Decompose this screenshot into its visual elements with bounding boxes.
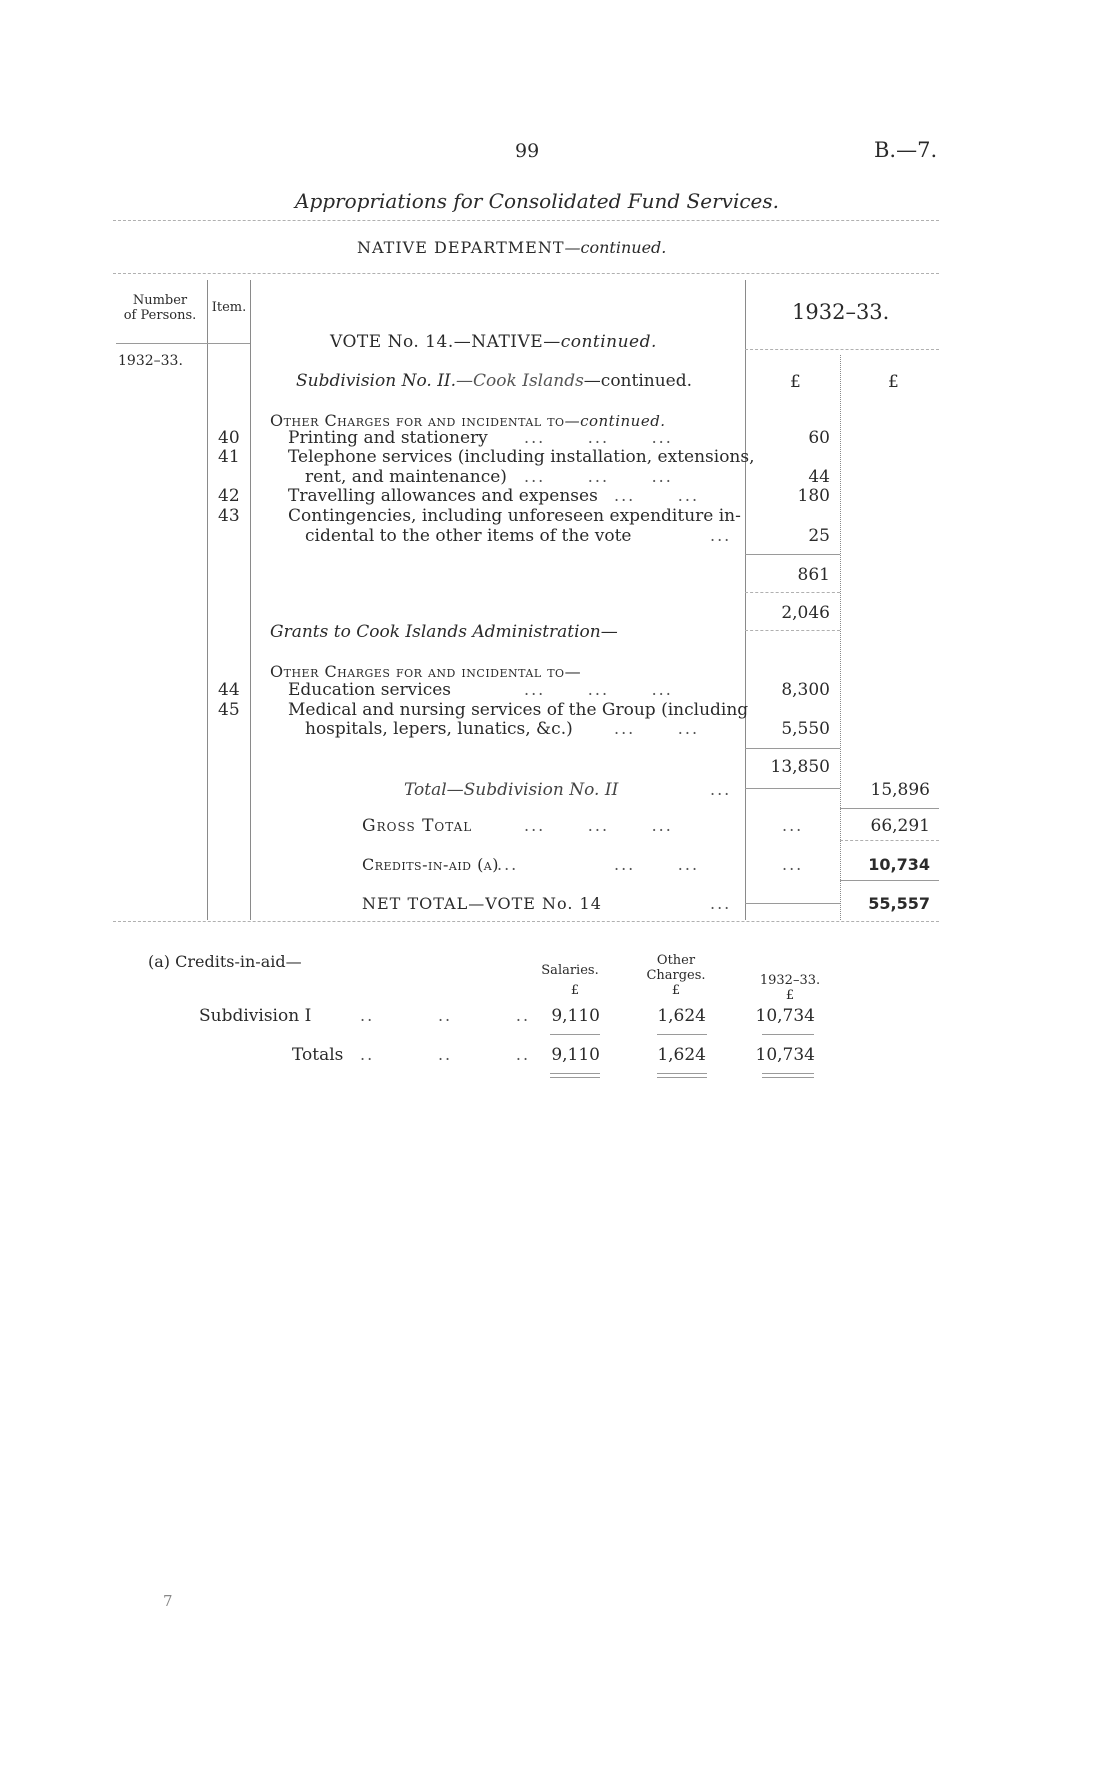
other-charges-heading-text: Other Charges for and incidental to [270, 411, 565, 430]
running-total-rule [745, 630, 840, 631]
leader-dots: ... [710, 894, 732, 913]
item-description: Education services [288, 680, 452, 700]
subdivision-number: Subdivision No. II. [296, 371, 457, 391]
department-name: NATIVE DEPARTMENT [357, 238, 565, 257]
item-amount: 8,300 [781, 680, 830, 700]
footnote-pound: £ [671, 983, 681, 998]
vote-title [330, 332, 657, 352]
amount-left-rule [745, 280, 746, 920]
persons-column-header [116, 293, 204, 323]
department-heading [357, 238, 666, 257]
footnote-rule [762, 1034, 814, 1035]
subdivision-total-label: Total—Subdivision No. II [404, 780, 619, 800]
footnote-year-total: 10,734 [755, 1045, 815, 1065]
grants-subtotal: 13,850 [770, 757, 830, 777]
grants-charges-heading: Other Charges for and incidental to— [270, 662, 582, 681]
item-amount: 180 [797, 486, 830, 506]
page-number: 99 [515, 140, 540, 162]
title-rule [113, 220, 939, 221]
item-number: 45 [218, 700, 240, 720]
item-column-header: Item. [211, 300, 247, 315]
leader-dots: ... ... [614, 486, 700, 505]
footnote-rule [657, 1034, 707, 1035]
header-rule-left [116, 343, 250, 344]
footnote-totals-label: Totals [292, 1045, 344, 1065]
subtotal-rule [745, 748, 840, 749]
subdivision-heading [296, 371, 692, 391]
department-rule [113, 273, 939, 274]
item-amount: 44 [808, 467, 830, 487]
subdivision-name: —Cook Islands [456, 371, 584, 391]
leader-dots: .. .. .. [360, 1006, 531, 1025]
credits-in-aid-label: Credits-in-aid (a) [362, 855, 499, 874]
running-total: 2,046 [781, 603, 830, 623]
item-number: 41 [218, 447, 240, 467]
vote-title-main: VOTE No. 14.—NATIVE [330, 332, 544, 352]
item-number: 44 [218, 680, 240, 700]
gross-total-amount: 66,291 [870, 816, 930, 836]
footnote-other-header [636, 953, 716, 983]
page-reference: B.—7. [874, 138, 938, 162]
leader-dots: ... ... ... [524, 680, 673, 699]
footnote-pound: £ [570, 983, 580, 998]
item-number: 40 [218, 428, 240, 448]
net-total-amount: 55,557 [868, 894, 930, 913]
subtotal-rule [745, 554, 840, 555]
pound-sign-col1: £ [790, 372, 801, 392]
persons-year-label: 1932–33. [118, 353, 183, 369]
net-total-label: NET TOTAL—VOTE No. 14 [362, 894, 602, 913]
page-title: Appropriations for Consolidated Fund Services. [295, 189, 780, 213]
empty-amount-dots: ... [782, 816, 804, 835]
footnote-double-rule [550, 1073, 600, 1078]
pound-sign-col2: £ [888, 372, 899, 392]
section-subtotal: 861 [797, 565, 830, 585]
vote-title-suffix: —continued. [543, 332, 657, 352]
credits-in-aid-amount: 10,734 [868, 855, 930, 874]
footnote-rule [550, 1034, 600, 1035]
footnote-pound: £ [785, 988, 795, 1003]
leader-dots: .. .. .. [360, 1045, 531, 1064]
footnote-other-value: 1,624 [657, 1006, 706, 1026]
corner-mark: 7 [163, 1592, 173, 1610]
item-description: Printing and stationery [288, 428, 488, 448]
item-description: Medical and nursing services of the Group (including [288, 700, 749, 720]
total-rule [840, 880, 939, 881]
grants-heading: Grants to Cook Islands Administration— [270, 622, 618, 642]
footnote-other-header-line2: Charges. [646, 968, 706, 983]
footnote-label: (a) Credits-in-aid— [148, 952, 302, 971]
footnote-other-total: 1,624 [657, 1045, 706, 1065]
footnote-year-header: 1932–33. [759, 973, 821, 988]
leader-dots: ... [710, 780, 732, 799]
persons-header-line1: Number [132, 293, 188, 308]
other-charges-heading-suffix: —continued. [564, 412, 666, 430]
leader-dots: ... ... ... [524, 428, 673, 447]
footnote-other-header-line1: Other [656, 953, 696, 968]
table-bottom-rule [113, 921, 939, 922]
leader-dots: ... ... [614, 855, 700, 874]
item-column-rule [250, 280, 251, 920]
item-amount: 60 [808, 428, 830, 448]
footnote-salaries-value: 9,110 [551, 1006, 600, 1026]
leader-dots: ... [710, 526, 732, 545]
item-description: Contingencies, including unforeseen expenditure in- [288, 506, 741, 526]
footnote-salaries-header: Salaries. [541, 963, 599, 978]
item-amount: 5,550 [781, 719, 830, 739]
total-rule [840, 840, 939, 841]
item-amount: 25 [808, 526, 830, 546]
subdivision-total-amount: 15,896 [870, 780, 930, 800]
item-description-continued: cidental to the other items of the vote [305, 526, 632, 546]
item-description: Travelling allowances and expenses [288, 486, 598, 506]
footnote-year-value: 10,734 [755, 1006, 815, 1026]
item-description-continued: hospitals, lepers, lunatics, &c.) [305, 719, 573, 739]
subdivision-suffix: —continued. [583, 371, 693, 391]
year-header-rule [745, 349, 939, 350]
persons-column-rule [207, 280, 208, 920]
item-number: 42 [218, 486, 240, 506]
gross-total-label: Gross Total [362, 816, 473, 836]
department-suffix: —continued. [564, 238, 667, 257]
persons-header-line2: of Persons. [123, 308, 197, 323]
subtotal-rule [745, 592, 840, 593]
item-description-continued: rent, and maintenance) [305, 467, 507, 487]
footnote-row-label: Subdivision I [199, 1006, 312, 1026]
footnote-salaries-total: 9,110 [551, 1045, 600, 1065]
empty-amount-dots: ... [782, 855, 804, 874]
leader-dots: ... [497, 855, 519, 874]
total-rule [840, 808, 939, 809]
subtotal-rule [745, 788, 840, 789]
item-description: Telephone services (including installation, extensions, [288, 447, 755, 467]
empty-amount-rule [745, 903, 840, 904]
item-number: 43 [218, 506, 240, 526]
year-column-header: 1932–33. [792, 300, 890, 324]
leader-dots: ... ... ... [524, 816, 673, 835]
leader-dots: ... ... [614, 719, 700, 738]
leader-dots: ... ... ... [524, 467, 673, 486]
footnote-double-rule [762, 1073, 814, 1078]
footnote-double-rule [657, 1073, 707, 1078]
amount-mid-rule [840, 355, 841, 920]
